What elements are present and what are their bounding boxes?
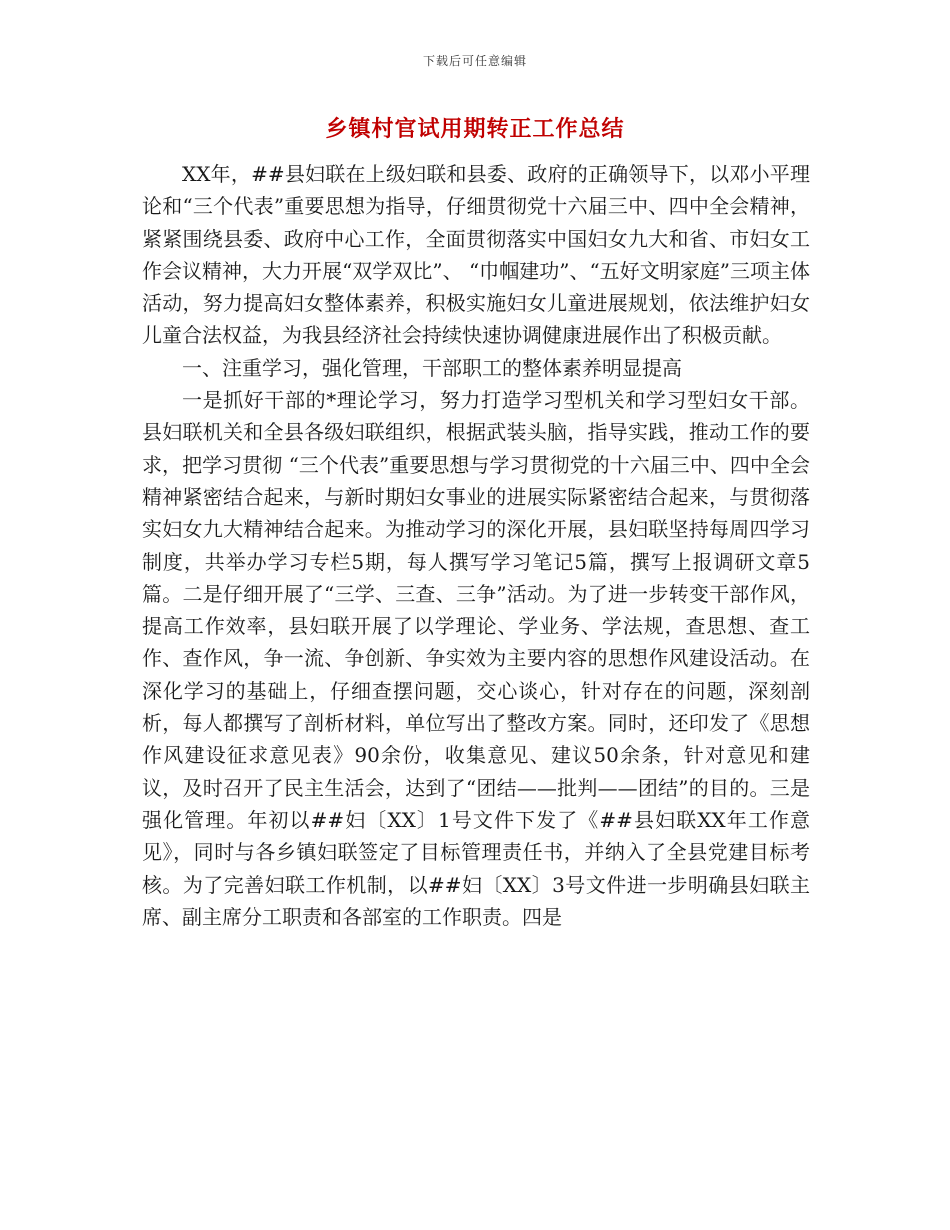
- document-title: 乡镇村官试用期转正工作总结: [325, 117, 625, 142]
- document-body: [142, 158, 810, 933]
- intro-paragraph: XX年，##县妇联在上级妇联和县委、政府的正确领导下，以邓小平理论和“三个代表”重要思想为指导，仔细贯彻党十六届三中、四中全会精神，紧紧围绕县委、政府中心工作，全面贯彻落实中国妇女九大和省、市妇女工作会议精神，大力开展“双学双比”、 “巾帼建功”、“五好文明家庭”三项主体活动，努力提高妇女整体素养，积极实施妇女儿童进展规划，依法维护妇女儿童合法权益，为我县经济社会持续快速协调健康进展作出了积极贡献。: [142, 162, 810, 348]
- header-note: 下载后可任意编辑: [422, 54, 527, 68]
- section-heading: 一、注重学习，强化管理，干部职工的整体素养明显提高: [182, 355, 682, 380]
- body-paragraph: 一是抓好干部的*理论学习，努力打造学习型机关和学习型妇女干部。县妇联机关和全县各级妇联组织，根据武装头脑，指导实践，推动工作的要求，把学习贯彻 “三个代表”重要思想与学习贯彻党的十六届三中、四中全会精神紧密结合起来，与新时期妇女事业的进展实际紧密结合起来，与贯彻落实妇女九大精神结合起来。为推动学习的深化开展，县妇联坚持每周四学习制度，共举办学习专栏5期，每人撰写学习笔记5篇，撰写上报调研文章5篇。二是仔细开展了“三学、三查、三争”活动。为了进一步转变干部作风，提高工作效率，县妇联开展了以学理论、学业务、学法规，查思想、查工作、查作风，争一流、争创新、争实效为主要内容的思想作风建设活动。在深化学习的基础上，仔细查摆问题，交心谈心，针对存在的问题，深刻剖析，每人都撰写了剖析材料，单位写出了整改方案。同时，还印发了《思想作风建设征求意见表》90余份，收集意见、建议50余条，针对意见和建议，及时召开了民主生活会，达到了“团结——批判——团结”的目的。三是强化管理。年初以##妇〔XX〕1号文件下发了《##县妇联XX年工作意见》，同时与各乡镇妇联签定了目标管理责任书，并纳入了全县党建目标考核。为了完善妇联工作机制，以##妇〔XX〕3号文件进一步明确县妇联主席、副主席分工职责和各部室的工作职责。四是: [142, 388, 810, 929]
